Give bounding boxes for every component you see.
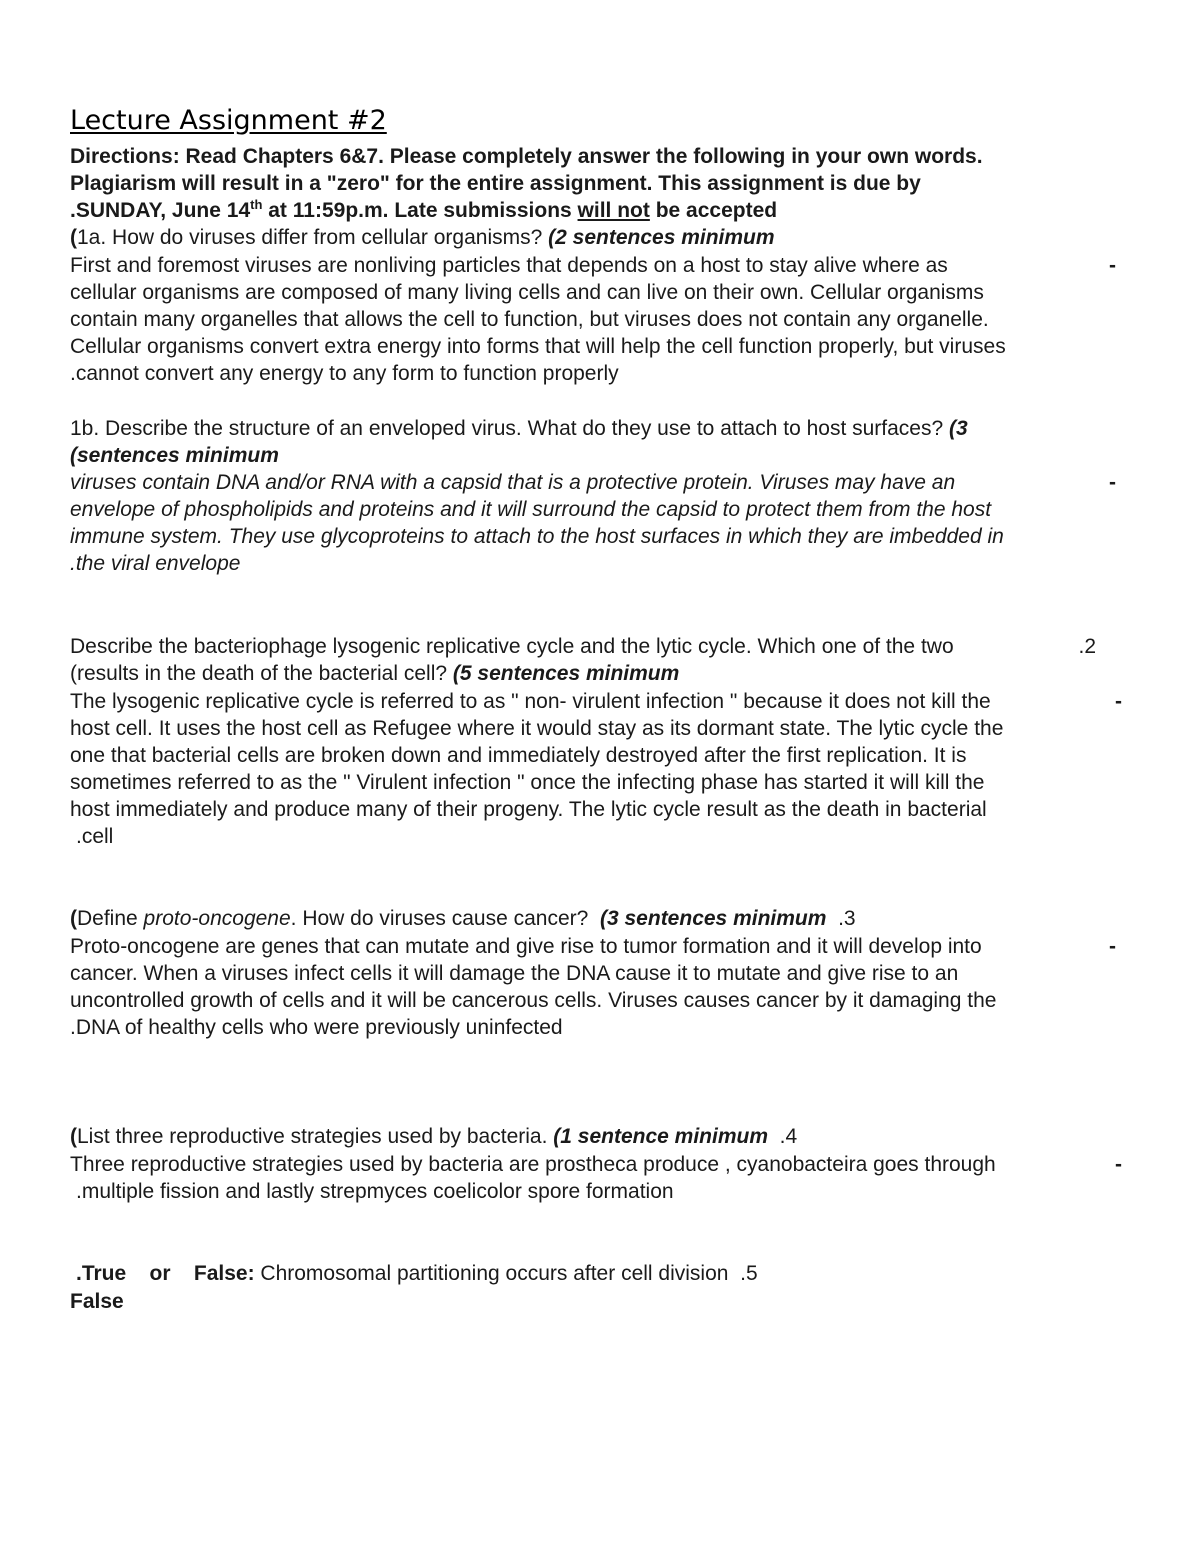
question-1b-text: 1b. Describe the structure of an enveloped virus. What do they use to attach to host surfaces? <box>70 417 949 440</box>
question-2-requirement: (5 sentences minimum <box>452 662 680 685</box>
question-2-line-1 <box>70 633 1130 660</box>
will-not-emphasis: will not <box>577 199 650 222</box>
answer-2-line-3: one that bacterial cells are broken down and immediately destroyed after the first replication. It is <box>70 744 967 767</box>
answer-1b-line-4: .the viral envelope <box>70 552 241 575</box>
question-2-line-2 <box>70 660 1130 687</box>
or-label: or <box>149 1262 171 1285</box>
true-option: .True <box>76 1262 127 1285</box>
question-3-requirement: (3 sentences minimum <box>600 907 827 930</box>
answer-2-line-4: sometimes referred to as the " Virulent infection " once the infecting phase has started it will kill the <box>70 771 985 794</box>
bullet-dash: - <box>1109 471 1116 494</box>
due-date-suffix: th <box>250 197 263 212</box>
proto-oncogene-term: proto-oncogene <box>143 907 291 930</box>
question-4-number: .4 <box>779 1125 798 1148</box>
directions-line-3 <box>70 197 1130 224</box>
question-2-text-2: (results in the death of the bacterial cell? <box>70 662 453 685</box>
question-1a-text: 1a. How do viruses differ from cellular organisms? <box>77 226 549 249</box>
answer-text: Proto-oncogene are genes that can mutate and give rise to tumor formation and it will develop into <box>70 935 982 958</box>
directions-line-1: Directions: Read Chapters 6&7. Please completely answer the following in your own words. <box>70 145 983 168</box>
paren-mark: ( <box>70 226 77 249</box>
question-3-text-post: . How do viruses cause cancer? <box>290 907 595 930</box>
question-2-number: .2 <box>1078 635 1096 658</box>
question-4-text: List three reproductive strategies used by bacteria. <box>77 1125 554 1148</box>
directions-line-2: Plagiarism will result in a "zero" for the entire assignment. This assignment is due by <box>70 172 921 195</box>
answer-3-line-2: cancer. When a viruses infect cells it will damage the DNA cause it to mutate and give rise to an <box>70 962 959 985</box>
page-title: Lecture Assignment #2 <box>70 105 387 136</box>
question-1b <box>70 415 1130 442</box>
bullet-dash: - <box>1109 254 1116 277</box>
answer-1a-line-5: .cannot convert any energy to any form to function properly <box>70 362 619 385</box>
due-time: at 11:59p.m. Late submissions <box>262 199 578 222</box>
paren-mark: ( <box>70 1125 77 1148</box>
answer-1a-line-2: cellular organisms are composed of many living cells and can live on their own. Cellular organisms <box>70 281 984 304</box>
question-1a <box>70 224 1130 251</box>
question-3-number: .3 <box>838 907 856 930</box>
answer-2-line-2: host cell. It uses the host cell as Refugee where it would stay as its dormant state. The lytic cycle the <box>70 717 1004 740</box>
bullet-dash: - <box>1115 690 1122 713</box>
question-1b-requirement-a: (3 <box>949 417 968 440</box>
answer-2-line-1 <box>70 688 1130 715</box>
bullet-dash: - <box>1115 1153 1122 1176</box>
answer-1b-line-2: envelope of phospholipids and proteins and it will surround the capsid to protect them from the host <box>70 498 992 521</box>
question-3-text-pre: Define <box>77 907 144 930</box>
question-4 <box>70 1123 1130 1150</box>
answer-4-line-2: .multiple fission and lastly strepmyces coelicolor spore formation <box>76 1180 674 1203</box>
answer-1a-line-4: Cellular organisms convert extra energy into forms that will help the cell function properly, but viruses <box>70 335 1006 358</box>
question-2-text: Describe the bacteriophage lysogenic replicative cycle and the lytic cycle. Which one of the two <box>70 635 954 658</box>
answer-1b-line-3: immune system. They use glycoproteins to attach to the host surfaces in which they are imbedded in <box>70 525 1004 548</box>
answer-1a-line-3: contain many organelles that allows the cell to function, but viruses does not contain any organelle. <box>70 308 989 331</box>
accepted-text: be accepted <box>649 199 778 222</box>
answer-1a-line-1 <box>70 252 1130 279</box>
answer-3-line-3: uncontrolled growth of cells and it will be cancerous cells. Viruses causes cancer by it damaging the <box>70 989 997 1012</box>
answer-2-line-6: .cell <box>76 825 114 848</box>
answer-3-line-1 <box>70 933 1130 960</box>
false-option: False: <box>193 1262 255 1285</box>
answer-5: False <box>70 1290 124 1313</box>
answer-text: The lysogenic replicative cycle is referred to as " non- virulent infection " because it does not kill the <box>70 690 991 713</box>
question-5 <box>76 1260 1136 1287</box>
answer-text: Three reproductive strategies used by bacteria are prostheca produce , cyanobacteira goes through <box>70 1153 996 1176</box>
question-1b-requirement-b: (sentences minimum <box>70 444 279 467</box>
question-1a-requirement: (2 sentences minimum <box>548 226 775 249</box>
due-date-prefix: .SUNDAY, June 14 <box>70 199 251 222</box>
bullet-dash: - <box>1109 935 1116 958</box>
question-5-number: .5 <box>740 1262 758 1285</box>
paren-mark: ( <box>70 907 77 930</box>
question-4-requirement: (1 sentence minimum <box>553 1125 768 1148</box>
answer-1b-line-1 <box>70 469 1130 496</box>
question-5-statement: Chromosomal partitioning occurs after cell division <box>254 1262 729 1285</box>
answer-text: viruses contain DNA and/or RNA with a capsid that is a protective protein. Viruses may have an <box>70 471 956 494</box>
answer-2-line-5: host immediately and produce many of their progeny. The lytic cycle result as the death in bacterial <box>70 798 987 821</box>
answer-4-line-1 <box>70 1151 1130 1178</box>
answer-3-line-4: .DNA of healthy cells who were previously uninfected <box>70 1016 563 1039</box>
answer-text: First and foremost viruses are nonliving particles that depends on a host to stay alive where as <box>70 254 948 277</box>
question-3 <box>70 905 1130 932</box>
